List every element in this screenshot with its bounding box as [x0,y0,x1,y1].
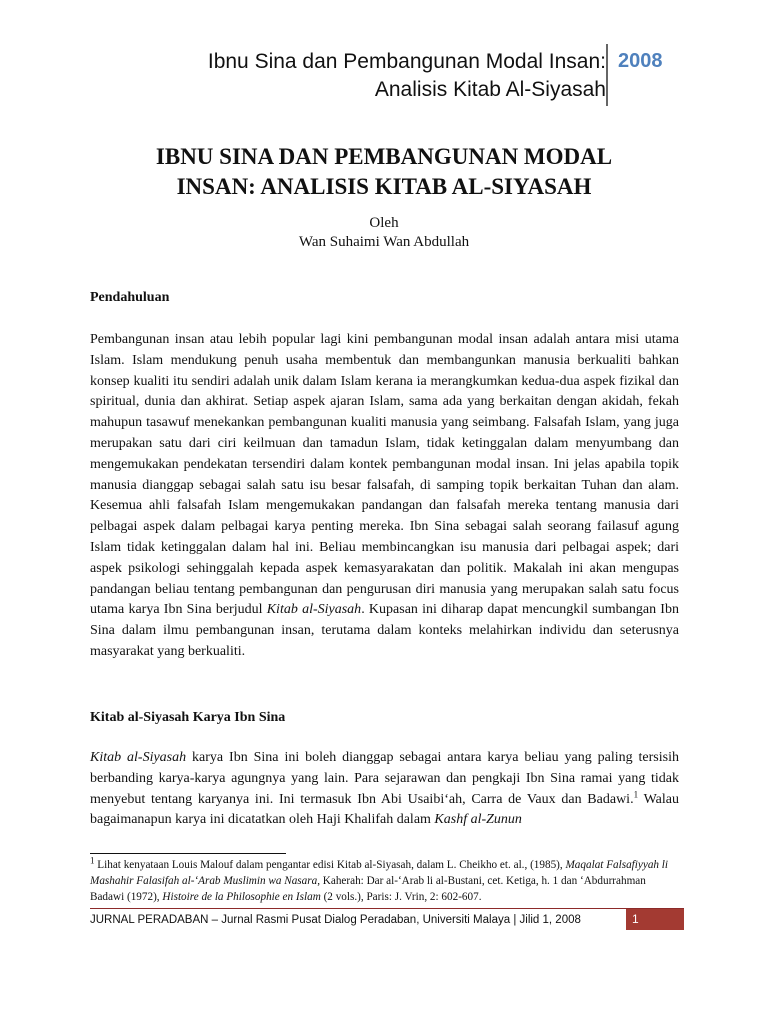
page-number: 1 [626,909,684,930]
running-header [0,44,768,108]
footnote-italic: Maqalat Falsafiyyah li Mashahir Falasifah al-‘Arab Muslimin wa Nasara [90,859,669,887]
paragraph-text: Walau bagaimanapun karya ini dicatatkan oleh Haji Khalifah dalam [90,791,679,828]
footnote-number: 1 [90,855,95,866]
footnote-divider [90,853,286,854]
footnote-text: (2 vols.), Paris: J. Vrin, 2: 602-607. [320,891,482,903]
header-title-line1: Ibnu Sina dan Pembangunan Modal Insan: [207,50,606,73]
header-year: 2008 [618,50,663,72]
article-title-line2: INSAN: ANALISIS KITAB AL-SIYASAH [176,174,592,199]
paragraph-pendahuluan [90,330,679,663]
footnote-text: Lihat kenyataan Louis Malouf dalam pengantar edisi Kitab al-Siyasah, dalam L. Cheikho et. al., (1985), [94,859,566,871]
footnote-ref[interactable]: 1 [633,788,639,799]
header-divider [606,44,608,106]
byline [84,214,684,252]
footer-journal: JURNAL PERADABAN – Jurnal Rasmi Pusat Dialog Peradaban, Universiti Malaya | Jilid 1, 2008 [90,914,581,926]
italic-title: Kitab al-Siyasah [266,602,362,618]
italic-title: Kitab al-Siyasah [90,750,187,765]
header-title-line2: Analisis Kitab Al-Siyasah [374,78,606,101]
paragraph-kitab [90,748,679,831]
byline-author: Wan Suhaimi Wan Abdullah [298,234,470,250]
paragraph-text: . Kupasan ini diharap dapat mencungkil sumbangan Ibn Sina dalam ilmu pembangunan insan, terutama dalam konteks melahirkan individu dan seterusnya masyarakat yang berkualiti. [90,602,679,659]
section-heading-kitab: Kitab al-Siyasah Karya Ibn Sina [90,710,286,725]
footnote-italic: Histoire de la Philosophie en Islam [162,891,321,903]
section-heading-pendahuluan: Pendahuluan [90,290,170,305]
byline-oleh: Oleh [369,215,399,231]
article-title-line1: IBNU SINA DAN PEMBANGUNAN MODAL [155,144,613,169]
paragraph-text: Pembangunan insan atau lebih popular lagi kini pembangunan modal insan adalah antara misi utama Islam. Islam mendukung penuh usaha membentuk dan membangunkan manusia berkualiti bahkan konsep kualiti itu sendiri adalah unik dalam Islam kerana ia merangkumkan kedua-dua aspek fizikal dan spiritual, dunia dan akhirat. Setiap aspek ajaran Islam, sama ada yang berkaitan dengan akidah, fekah mahupun tasawuf menekankan pembangunan kualiti manusia yang seimbang. Falsafah Islam, yang juga merupakan satu dari ciri keilmuan dan tamadun Islam, tidak ketinggalan dalam menyumbang dan mengemukakan pendekatan tersendiri dalam kontek pembangunan modal insan. Ini jelas apabila topik manusia dianggap sebagai salah satu isu besar falsafah, di samping topik berkaitan Tuhan dan alam. Kesemua ahli falsafah Islam mengemukakan pandangan dan falsafah mereka tentang manusia dari pelbagai aspek dalam pelbagai karya penting mereka. Ibn Sina sebagai salah seorang failasuf agung Islam tidak ketinggalan dalam hal ini. Beliau membincangkan isu manusia dari pelbagai aspek; dari aspek psikologi sehinggalah kepada aspek kemasyarakatan dan politik. Makalah ini akan mengupas pandangan beliau tentang pembangunan dan pengurusan diri manusia yang merupakan salah satu focus utama karya Ibn Sina berjudul [90,332,679,618]
italic-title: Kashf al-Zunun [434,812,522,828]
footnote [90,857,682,905]
running-header-title [208,48,606,104]
footnote-text: , Kaherah: Dar al-‘Arab li al-Bustani, cet. Ketiga, h. 1 dan ‘Abdurrahman Badawi (1972), [90,875,646,903]
paragraph-text: karya Ibn Sina ini boleh dianggap sebagai antara karya beliau yang paling tersisih berbanding karya-karya agungnya yang lain. Para sejarawan dan pengkaji Ibn Sina ramai yang tidak menyebut tentang karyanya ini. Ini termasuk Ibn Abi Usaibi‘ah, Carra de Vaux dan Badawi. [90,750,679,807]
footer-divider [90,908,684,909]
article-title [84,142,684,202]
